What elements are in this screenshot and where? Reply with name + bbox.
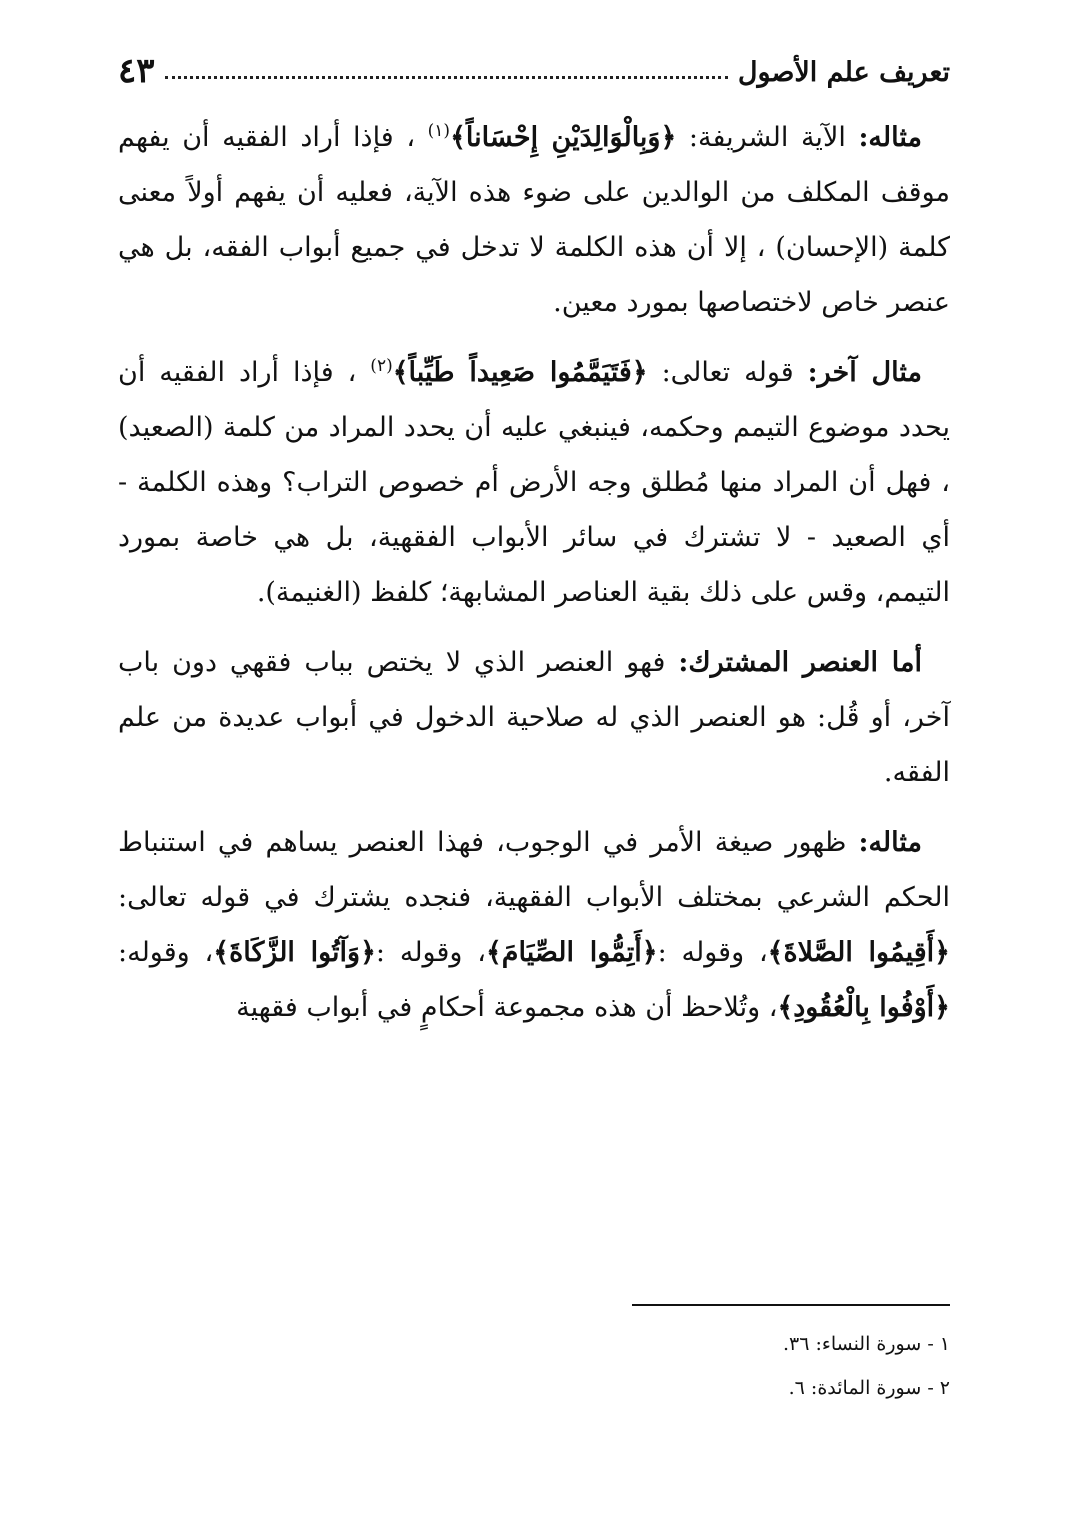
paragraph-example-3	[118, 815, 950, 1035]
footnotes	[350, 1322, 950, 1410]
paragraph-common-element	[118, 635, 950, 800]
page-number: ٤٣	[118, 51, 155, 91]
footnote-marker: (١)	[427, 121, 451, 141]
text-run: ، وتُلاحظ أن هذه مجموعة أحكامٍ في أبواب فقهية	[236, 992, 778, 1023]
text-run: ، فإذا أراد الفقيه أن يفهم موقف المكلف من الوالدين على ضوء هذه الآية، فعليه أن يفهم أولاً معنى كلمة (الإحسان) ، إلا أن هذه الكلمة لا تدخل في جميع أبواب الفقه، بل هي عنصر خاص لاختصاصها بمورد معين.	[118, 122, 950, 318]
footnote-2: ٢ - سورة المائدة: ٦.	[788, 1377, 950, 1399]
quran-verse: ﴿وَبِالْوَالِدَيْنِ إِحْسَاناً﴾	[450, 122, 677, 153]
paragraph-example-2	[118, 345, 950, 620]
footnote-separator	[632, 1304, 950, 1306]
text-run: الآية الشريفة:	[676, 122, 859, 153]
chapter-title: تعريف علم الأصول	[737, 57, 950, 88]
footnote-1: ١ - سورة النساء: ٣٦.	[782, 1333, 950, 1355]
paragraph-lead: مثال آخر:	[807, 357, 922, 388]
quran-verse: ﴿أَوْفُوا بِالْعُقُودِ﴾	[777, 992, 950, 1023]
quran-verse: ﴿أَتِمُّوا الصِّيَامَ﴾	[485, 937, 658, 968]
paragraph-example-1	[118, 110, 950, 330]
quran-verse: ﴿فَتَيَمَّمُوا صَعِيداً طَيِّباً﴾	[392, 357, 648, 388]
footnote-marker: (٢)	[370, 356, 393, 376]
paragraph-lead: مثاله:	[858, 827, 922, 858]
header-dot-leader	[165, 76, 728, 79]
text-run: ظهور صيغة الأمر في الوجوب، فهذا العنصر يساهم في استنباط الحكم الشرعي بمختلف الأبواب الفقهية، فنجده يشترك في قوله تعالى:	[118, 827, 950, 913]
body-text	[118, 110, 950, 1050]
paragraph-lead: مثاله:	[858, 122, 922, 153]
quran-verse: ﴿وَآتُوا الزَّكَاةَ﴾	[213, 937, 376, 968]
text-run: فهو العنصر الذي لا يختص بباب فقهي دون باب آخر، أو قُل: هو العنصر الذي له صلاحية الدخول في أبواب عديدة من علم الفقه.	[118, 647, 950, 788]
text-run: ، وقوله :	[375, 937, 486, 968]
running-header	[118, 40, 950, 91]
paragraph-lead: أما العنصر المشترك:	[678, 647, 922, 678]
quran-verse: ﴿أَقِيمُوا الصَّلاةَ﴾	[767, 937, 950, 968]
text-run: ، وقوله :	[657, 937, 768, 968]
text-run: قوله تعالى:	[647, 357, 808, 388]
text-run: ، وقوله:	[118, 937, 214, 968]
text-run: ، فإذا أراد الفقيه أن يحدد موضوع التيمم وحكمه، فينبغي عليه أن يحدد المراد من كلمة (الصعيد) ، فهل أن المراد منها مُطلق وجه الأرض أم خصوص التراب؟ وهذه الكلمة - أي الصعيد - لا تشترك في سائر الأبواب الفقهية، بل هي خاصة بمورد التيمم، وقس على ذلك بقية العناصر المشابهة؛ كلفظ (الغنيمة).	[118, 357, 950, 608]
